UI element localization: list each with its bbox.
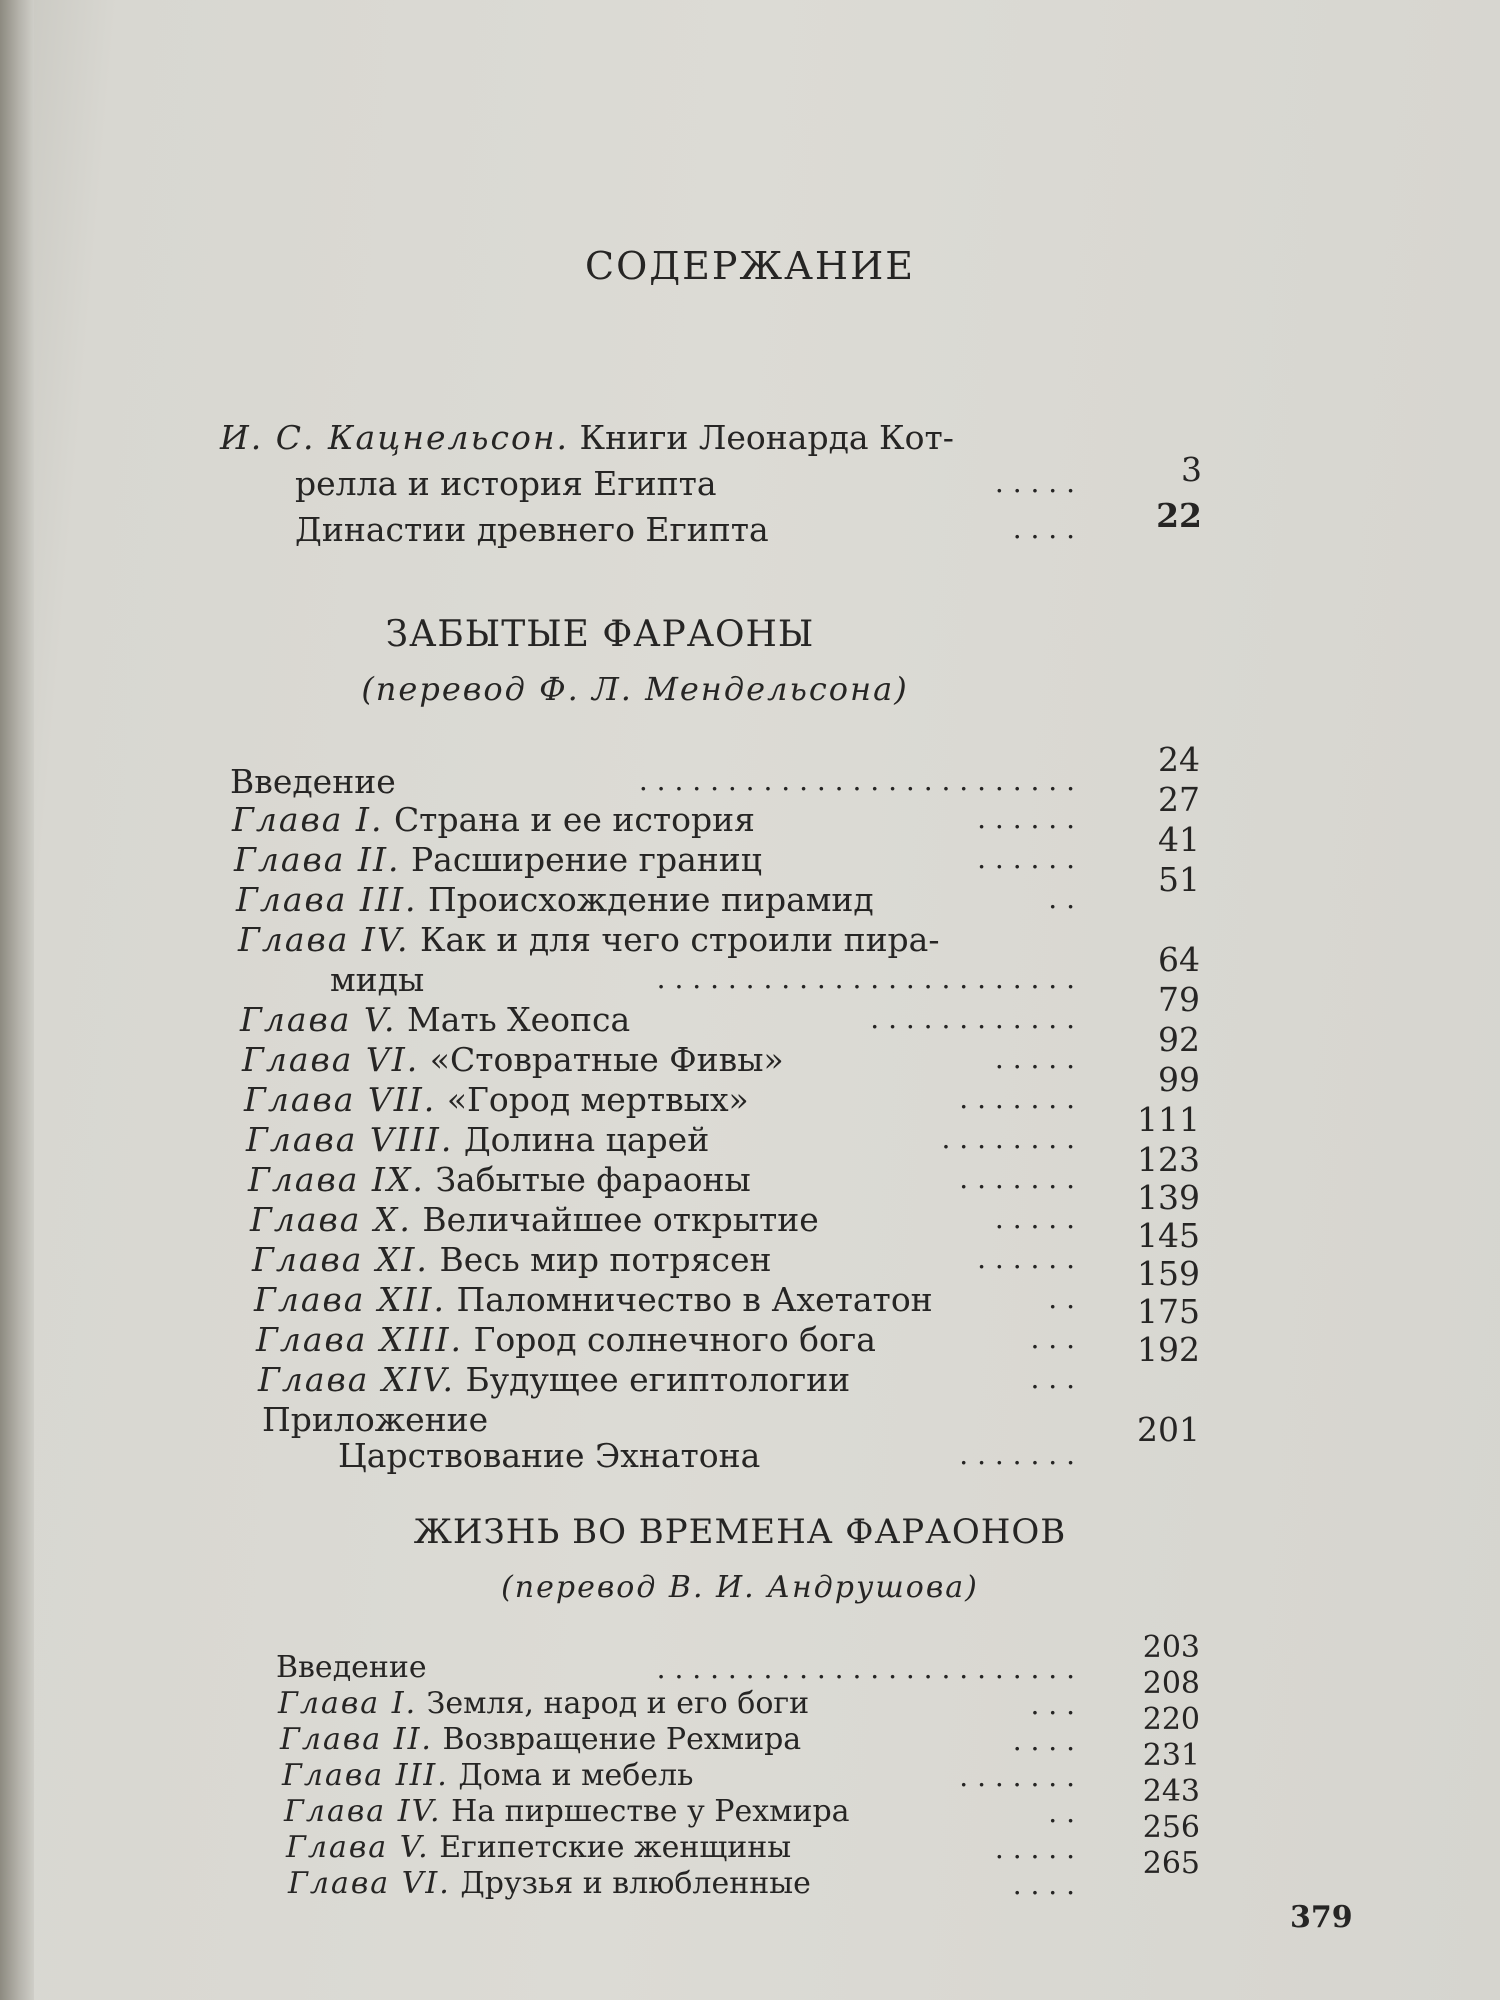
dot-leader: . . . — [1030, 1322, 1075, 1355]
toc-entry: Глава I. Земля, народ и его боги — [278, 1686, 810, 1721]
page-ref: 208 — [1142, 1666, 1200, 1701]
dot-leader: . . . . . — [994, 1202, 1075, 1235]
page-ref: 192 — [1137, 1330, 1200, 1369]
dot-leader: . . . . . . . — [959, 1760, 1075, 1793]
page-ref: 111 — [1137, 1100, 1200, 1139]
page-ref: 243 — [1142, 1774, 1200, 1809]
dot-leader: . . . . — [1012, 1724, 1075, 1757]
toc-entry: Глава II. Возвращение Рехмира — [280, 1722, 802, 1757]
contents-heading: СОДЕРЖАНИЕ — [585, 244, 915, 288]
toc-entry: Глава VI. Друзья и влюбленные — [288, 1866, 811, 1901]
page-ref: 64 — [1158, 940, 1200, 979]
toc-entry: Глава XI. Весь мир потрясен — [252, 1240, 772, 1279]
page-ref: 79 — [1158, 980, 1200, 1019]
page-ref: 203 — [1142, 1630, 1200, 1665]
page-ref: 24 — [1158, 740, 1200, 779]
dot-leader: . . . . . — [994, 1042, 1075, 1075]
part1-subtitle: (перевод Ф. Л. Мендельсона) — [361, 670, 909, 708]
page-ref: 139 — [1137, 1178, 1200, 1217]
dot-leader: . . . . . . . . — [941, 1122, 1075, 1155]
dot-leader: . . . . . . . . . . . . . . . . . . . . . . . . — [656, 962, 1075, 995]
page-ref: 256 — [1142, 1810, 1200, 1845]
dot-leader: . . . . . . . — [959, 1162, 1075, 1195]
intro-entry-2: Династии древнего Египта — [295, 510, 769, 549]
toc-entry: Царствование Эхнатона — [338, 1436, 761, 1475]
page-ref: 99 — [1158, 1060, 1200, 1099]
toc-entry: Глава III. Происхождение пирамид — [236, 880, 874, 919]
dot-leader: . . . . . — [994, 466, 1075, 499]
toc-entry: Глава IX. Забытые фараоны — [248, 1160, 751, 1199]
dot-leader: . . . — [1030, 1688, 1075, 1721]
dot-leader: . . . . . — [994, 1832, 1075, 1865]
intro-author: И. С. Кацнельсон. — [220, 418, 570, 457]
dot-leader: . . . . . . . . . . . . . . . . . . . . . . . . — [656, 1652, 1075, 1685]
toc-entry: Глава VII. «Город мертвых» — [244, 1080, 749, 1119]
toc-entry: Введение — [276, 1650, 427, 1685]
dot-leader: . . . . — [1012, 512, 1075, 545]
dot-leader: . . . . . . . — [959, 1082, 1075, 1115]
dot-leader: . . — [1048, 1282, 1075, 1315]
toc-entry: Глава VI. «Стовратные Фивы» — [242, 1040, 784, 1079]
part2-title: ЖИЗНЬ ВО ВРЕМЕНА ФАРАОНОВ — [413, 1512, 1067, 1552]
toc-entry: Глава XIII. Город солнечного бога — [256, 1320, 876, 1359]
intro-entry-1-line2: релла и история Египта — [295, 464, 717, 503]
dot-leader: . . — [1048, 882, 1075, 915]
part1-title: ЗАБЫТЫЕ ФАРАОНЫ — [385, 614, 815, 655]
page-ref: 231 — [1142, 1738, 1200, 1773]
toc-entry: Глава V. Египетские женщины — [286, 1830, 792, 1865]
toc-entry: Глава III. Дома и мебель — [282, 1758, 694, 1793]
dot-leader: . . . . — [1012, 1868, 1075, 1901]
part2-subtitle: (перевод В. И. Андрушова) — [501, 1570, 979, 1605]
intro-entry-text: Книги Леонарда Кот- — [579, 418, 954, 457]
toc-entry: Глава X. Величайшее открытие — [250, 1200, 819, 1239]
dot-leader: . . . . . . . . . . . . . . . . . . . . . . . . . — [638, 764, 1075, 797]
toc-entry: Глава IV. Как и для чего строили пира- — [238, 920, 940, 959]
page-ref: 265 — [1142, 1846, 1200, 1881]
toc-entry: Глава V. Мать Хеопса — [240, 1000, 631, 1039]
dot-leader: . . — [1048, 1796, 1075, 1829]
toc-entry: Глава XII. Паломничество в Ахетатон — [254, 1280, 933, 1319]
page-ref: 41 — [1158, 820, 1200, 859]
page-ref: 22 — [1156, 496, 1202, 535]
page-ref: 175 — [1137, 1292, 1200, 1331]
toc-entry: Глава I. Страна и ее история — [232, 800, 755, 839]
dot-leader: . . . . . . — [977, 802, 1075, 835]
toc-entry: Приложение — [262, 1400, 489, 1439]
dot-leader: . . . . . . . — [959, 1438, 1075, 1471]
dot-leader: . . . . . . . . . . . . — [870, 1002, 1075, 1035]
page-ref: 3 — [1181, 450, 1202, 489]
dot-leader: . . . . . . — [977, 1242, 1075, 1275]
toc-entry: Введение — [230, 762, 396, 801]
page-ref: 92 — [1158, 1020, 1200, 1059]
toc-entry: Глава VIII. Долина царей — [246, 1120, 710, 1159]
page-ref: 220 — [1142, 1702, 1200, 1737]
page-number: 379 — [1290, 1900, 1353, 1935]
page-ref: 27 — [1158, 780, 1200, 819]
toc-entry: Глава IV. На пиршестве у Рехмира — [284, 1794, 850, 1829]
page-ref: 123 — [1137, 1140, 1200, 1179]
toc-entry: Глава II. Расширение границ — [234, 840, 762, 879]
page-ref: 201 — [1137, 1410, 1200, 1449]
page-ref: 145 — [1137, 1216, 1200, 1255]
dot-leader: . . . — [1030, 1362, 1075, 1395]
page-ref: 159 — [1137, 1254, 1200, 1293]
toc-entry: Глава XIV. Будущее египтологии — [258, 1360, 851, 1399]
page-ref: 51 — [1158, 860, 1200, 899]
dot-leader: . . . . . . — [977, 842, 1075, 875]
toc-entry: миды — [330, 960, 425, 999]
